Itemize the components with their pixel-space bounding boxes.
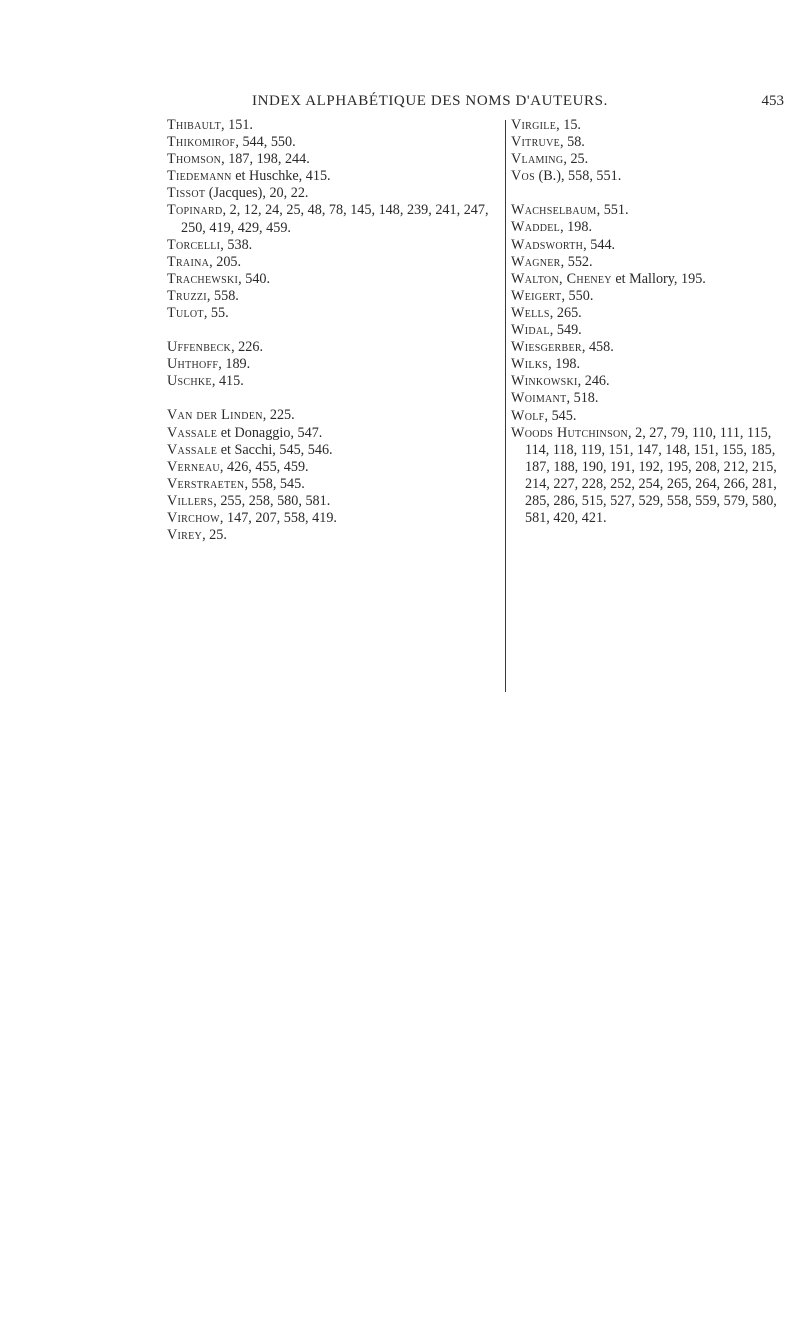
- author-name: Weigert: [511, 287, 562, 304]
- index-entry: [167, 202, 507, 236]
- index-column-left: [167, 117, 507, 544]
- index-entry: [167, 407, 507, 424]
- page-references: et Sacchi, 545, 546.: [217, 441, 333, 458]
- index-entry: [511, 408, 797, 425]
- page-references: et Donaggio, 547.: [217, 424, 323, 441]
- index-entry: [167, 305, 507, 322]
- page-references: , 25.: [202, 527, 227, 544]
- page-references: , 544.: [583, 236, 616, 253]
- index-entry: [167, 356, 507, 373]
- author-name: Woimant: [511, 390, 567, 407]
- page-references: , 198.: [548, 356, 581, 373]
- page-references: , 549.: [549, 322, 582, 339]
- page-references: et Mallory, 195.: [611, 270, 706, 287]
- page-references: , 189.: [218, 356, 251, 373]
- index-entry: [167, 254, 507, 271]
- author-name: Topinard: [167, 202, 223, 219]
- author-name: Uffenbeck: [167, 339, 232, 356]
- page-references: , 2, 12, 24, 25, 48, 78, 145, 148, 239, 241, 247, 250, 419, 429, 459.: [181, 202, 489, 236]
- author-name: Woods Hutchinson: [511, 424, 628, 441]
- page-references: , 58.: [560, 134, 585, 151]
- page-references: , 545.: [544, 407, 577, 424]
- page-references: , 2, 27, 79, 110, 111, 115, 114, 118, 119, 151, 147, 148, 151, 155, 185, 187, 188, 190, 191, 192, 195, 208, 212, 215, 214, 227, 228, 252, 254, 265, 264, 266, 281, 285, 286, 515, 527, 529, 558, 559, 579, 580, 581, 420, 421.: [525, 424, 777, 527]
- author-name: Tiedemann: [167, 168, 232, 185]
- author-name: Torcelli: [167, 236, 221, 253]
- author-name: Virey: [167, 527, 203, 544]
- author-name: Waddel: [511, 219, 561, 236]
- index-entry: [167, 493, 507, 510]
- author-name: Trachewski: [167, 270, 239, 287]
- index-entry: [167, 476, 507, 493]
- index-entry: [511, 202, 797, 219]
- author-name: Verstraeten: [167, 475, 245, 492]
- author-name: Wiesgerber: [511, 339, 582, 356]
- page-references: (Jacques), 20, 22.: [205, 185, 309, 202]
- author-name: Vassale: [167, 441, 218, 458]
- author-name: Tissot: [167, 185, 206, 202]
- author-name: Winkowski: [511, 373, 578, 390]
- page-references: , 552.: [560, 253, 593, 270]
- author-name: Tulot: [167, 305, 204, 322]
- index-entry: [511, 390, 797, 407]
- author-name: Wagner: [511, 253, 561, 270]
- index-entry: [167, 185, 507, 202]
- index-entry: [167, 339, 507, 356]
- page-references: , 458.: [581, 339, 614, 356]
- index-entry: [511, 305, 797, 322]
- page-references: , 551.: [596, 202, 629, 219]
- page-references: , 225.: [262, 407, 295, 424]
- page-references: , 147, 207, 558, 419.: [219, 509, 337, 526]
- index-entry: [167, 117, 507, 134]
- index-entry: [167, 271, 507, 288]
- index-entry: [167, 373, 507, 390]
- author-name: Wachselbaum: [511, 202, 597, 219]
- page-references: , 265.: [549, 304, 582, 321]
- page-references: , 538.: [220, 236, 253, 253]
- author-name: Wadsworth: [511, 236, 584, 253]
- page-references: , 540.: [238, 270, 271, 287]
- page-references: , 55.: [203, 305, 229, 322]
- author-name: Uhthoff: [167, 356, 219, 373]
- author-name: Verneau: [167, 458, 220, 475]
- author-name: Villers: [167, 492, 214, 509]
- index-entry: [167, 527, 507, 544]
- author-name: Thibault: [167, 117, 222, 133]
- index-entry: [167, 425, 507, 442]
- author-name: Wolf: [511, 407, 545, 424]
- author-name: Wilks: [511, 356, 549, 373]
- index-entry: [511, 356, 797, 373]
- index-entry: [511, 425, 797, 528]
- page-references: , 226.: [231, 339, 263, 356]
- index-entry: [511, 168, 797, 185]
- author-name: Vlaming: [511, 151, 564, 168]
- page-references: (B.), 558, 551.: [534, 168, 622, 185]
- author-name: Traina: [167, 253, 210, 270]
- index-entry: [167, 459, 507, 476]
- page-references: , 558.: [206, 287, 239, 304]
- index-entry: [167, 288, 507, 305]
- page-references: , 415.: [211, 373, 244, 390]
- index-entry: [511, 339, 797, 356]
- entry-gap: [511, 185, 797, 202]
- page-references: , 550.: [561, 287, 594, 304]
- index-column-right: [511, 117, 797, 527]
- page-references: , 255, 258, 580, 581.: [213, 492, 331, 509]
- author-name: Uschke: [167, 373, 212, 390]
- author-name: Walton, Cheney: [511, 270, 612, 287]
- author-name: Vos: [511, 168, 535, 185]
- entry-gap: [167, 390, 507, 407]
- page-number: 453: [761, 93, 784, 109]
- author-name: Van der Linden: [167, 407, 263, 424]
- index-entry: [511, 373, 797, 390]
- page-references: , 205.: [209, 253, 242, 270]
- entry-gap: [167, 322, 507, 339]
- page-references: , 25.: [563, 151, 589, 168]
- index-entry: [167, 442, 507, 459]
- index-entry: [167, 168, 507, 185]
- page-references: et Huschke, 415.: [231, 168, 331, 185]
- index-entry: [167, 134, 507, 151]
- author-name: Virchow: [167, 509, 220, 526]
- index-entry: [167, 237, 507, 254]
- index-entry: [511, 134, 797, 151]
- page-references: , 15.: [556, 117, 581, 133]
- page-references: , 518.: [566, 390, 599, 407]
- author-name: Thomson: [167, 151, 222, 168]
- index-entry: [511, 322, 797, 339]
- page-references: , 151.: [221, 117, 253, 133]
- author-name: Widal: [511, 322, 550, 339]
- author-name: Truzzi: [167, 287, 207, 304]
- index-entry: [511, 151, 797, 168]
- index-entry: [511, 117, 797, 134]
- author-name: Wells: [511, 304, 550, 321]
- index-entry: [167, 510, 507, 527]
- page-references: , 187, 198, 244.: [221, 151, 310, 168]
- page-header: [0, 93, 800, 115]
- column-divider: [505, 120, 506, 692]
- index-entry: [511, 237, 797, 254]
- index-entry: [511, 219, 797, 236]
- page-references: , 198.: [560, 219, 592, 236]
- page-references: , 544, 550.: [235, 134, 296, 151]
- page-references: , 246.: [577, 373, 610, 390]
- page-references: , 558, 545.: [244, 475, 305, 492]
- author-name: Vassale: [167, 424, 218, 441]
- page-title: INDEX ALPHABÉTIQUE DES NOMS D'AUTEURS.: [252, 93, 608, 109]
- author-name: Thikomirof: [167, 134, 236, 151]
- author-name: Vitruve: [511, 134, 561, 151]
- index-entry: [511, 288, 797, 305]
- index-entry: [511, 254, 797, 271]
- index-entry: [511, 271, 797, 288]
- index-entry: [167, 151, 507, 168]
- page-references: , 426, 455, 459.: [219, 458, 309, 475]
- author-name: Virgile: [511, 117, 557, 133]
